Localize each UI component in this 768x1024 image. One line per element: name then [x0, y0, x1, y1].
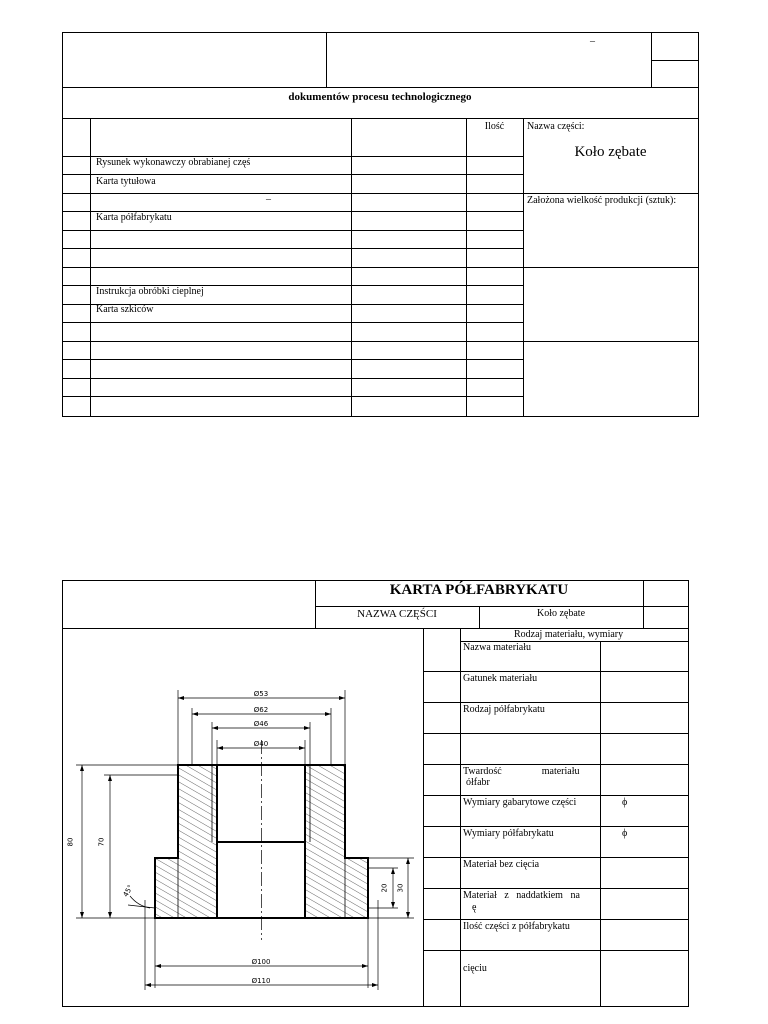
row-overall-dimensions: Wymiary gabarytowe części: [463, 797, 577, 808]
dim-height-30: 30: [396, 883, 405, 893]
dim-d40: Ø40: [253, 740, 269, 748]
phi-overall[interactable]: ϕ: [622, 797, 628, 808]
doc-row-dash: –: [266, 194, 271, 205]
row-material-grade: Gatunek materiału: [463, 673, 538, 684]
part-name-value-2[interactable]: Koło zębate: [536, 608, 586, 619]
part-name-value[interactable]: Koło zębate: [574, 144, 647, 160]
doc-row-sketch-card: Karta szkiców: [96, 304, 154, 315]
material-header: Rodzaj materiału, wymiary: [514, 629, 624, 640]
semifinished-card-title: KARTA PÓŁFABRYKATU: [389, 582, 569, 598]
dim-height-80: 80: [66, 837, 75, 847]
row-material-allowance-line2: ę: [472, 902, 477, 913]
row-parts-count: Ilość części z półfabrykatu: [463, 921, 570, 932]
dim-d53: Ø53: [253, 690, 269, 698]
dim-d62: Ø62: [253, 706, 269, 714]
document-list-title: dokumentów procesu technologicznego: [288, 91, 472, 103]
dim-d100: Ø100: [251, 958, 271, 966]
row-material-no-cut: Materiał bez cięcia: [463, 859, 540, 870]
part-name-label: Nazwa części:: [527, 121, 585, 132]
row-semifinished-type: Rodzaj półfabrykatu: [463, 704, 545, 715]
dim-height-70: 70: [97, 837, 106, 847]
dim-height-20: 20: [380, 883, 389, 893]
row-hardness-line2: ółfabr: [466, 777, 490, 788]
production-volume-label: Założona wielkość produkcji (sztuk):: [527, 195, 677, 206]
row-material-allowance: Materiał z naddatkiem na: [463, 890, 580, 901]
column-header-quantity: Ilość: [484, 121, 505, 132]
phi-semifinished[interactable]: ϕ: [622, 828, 628, 839]
doc-row-drawing: Rysunek wykonawczy obrabianej częś: [96, 157, 251, 168]
row-semifinished-dimensions: Wymiary półfabrykatu: [463, 828, 554, 839]
doc-row-semifinished-card: Karta półfabrykatu: [96, 212, 172, 223]
dim-d110: Ø110: [251, 977, 271, 985]
row-cut: cięciu: [463, 963, 487, 974]
doc-row-heat-treatment: Instrukcja obróbki cieplnej: [96, 286, 204, 297]
dim-chamfer-angle: 45°: [121, 883, 135, 899]
dimension-lines: [76, 690, 414, 990]
header-dash: –: [590, 36, 595, 47]
doc-row-title-card: Karta tytułowa: [96, 176, 156, 187]
row-hardness: Twardość materiału: [463, 766, 580, 777]
row-material-name: Nazwa materiału: [463, 642, 532, 653]
dim-d46: Ø46: [253, 720, 269, 728]
part-name-label-2: NAZWA CZĘŚCI: [357, 608, 437, 620]
